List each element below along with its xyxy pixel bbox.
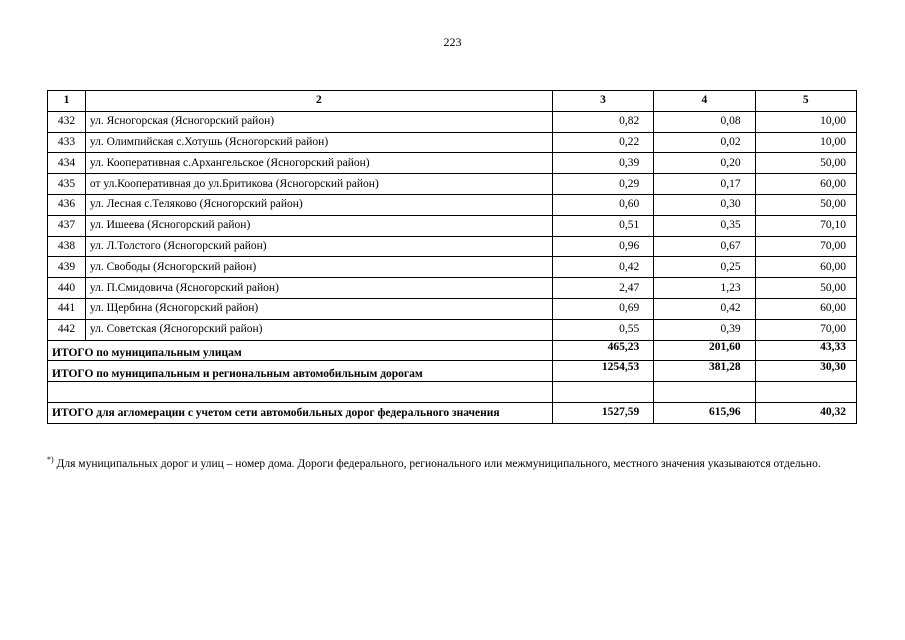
row-number: 439 [48,257,86,278]
value-col-4: 1,23 [654,278,755,299]
street-name: ул. Советская (Ясногорский район) [85,319,552,340]
value-col-4: 0,30 [654,194,755,215]
value-col-3: 0,22 [552,132,653,153]
value-col-4: 0,17 [654,174,755,195]
column-header: 2 [85,91,552,112]
row-number: 434 [48,153,86,174]
value-col-3: 0,39 [552,153,653,174]
street-name: от ул.Кооперативная до ул.Бритикова (Ясногорский район) [85,174,552,195]
total-value: 465,23 [552,340,653,361]
total-value: 30,30 [755,361,856,382]
street-name: ул. Щербина (Ясногорский район) [85,298,552,319]
value-col-5: 70,00 [755,236,856,257]
total-row-municipal-regional [48,361,857,382]
total-label: ИТОГО для агломерации с учетом сети автомобильных дорог федерального значения [48,402,553,423]
total-label: ИТОГО по муниципальным улицам [48,340,553,361]
value-col-5: 70,00 [755,319,856,340]
blank-row [48,382,857,403]
total-value: 40,32 [755,402,856,423]
value-col-4: 0,08 [654,111,755,132]
page-number: 223 [443,35,462,49]
table-row [48,111,857,132]
table-header-row [48,91,857,112]
table-row [48,132,857,153]
value-col-5: 50,00 [755,278,856,299]
total-label: ИТОГО по муниципальным и региональным автомобильным дорогам [48,361,553,382]
table-row [48,215,857,236]
value-col-3: 0,82 [552,111,653,132]
row-number: 441 [48,298,86,319]
street-name: ул. Лесная с.Теляково (Ясногорский район) [85,194,552,215]
roads-table [47,90,857,424]
value-col-3: 0,60 [552,194,653,215]
total-row-agglomeration [48,402,857,423]
row-number: 437 [48,215,86,236]
value-col-3: 0,42 [552,257,653,278]
row-number: 442 [48,319,86,340]
value-col-4: 0,67 [654,236,755,257]
blank-cell [755,382,856,403]
street-name: ул. Ясногорская (Ясногорский район) [85,111,552,132]
table-row [48,319,857,340]
row-number: 440 [48,278,86,299]
footnote-text: Для муниципальных дорог и улиц – номер дома. Дороги федерального, регионального или межмуниципального, местного значения указываются отдельно. [53,457,821,470]
row-number: 436 [48,194,86,215]
table-body [48,111,857,340]
total-value: 615,96 [654,402,755,423]
street-name: ул. Л.Толстого (Ясногорский район) [85,236,552,257]
value-col-4: 0,35 [654,215,755,236]
value-col-5: 70,10 [755,215,856,236]
street-name: ул. Свободы (Ясногорский район) [85,257,552,278]
column-header: 4 [654,91,755,112]
street-name: ул. Кооперативная с.Архангельское (Ясногорский район) [85,153,552,174]
row-number: 433 [48,132,86,153]
value-col-5: 10,00 [755,111,856,132]
value-col-3: 0,96 [552,236,653,257]
row-number: 432 [48,111,86,132]
total-value: 381,28 [654,361,755,382]
footnote-marker: *) [47,455,54,464]
value-col-3: 0,69 [552,298,653,319]
row-number: 435 [48,174,86,195]
value-col-3: 2,47 [552,278,653,299]
blank-cell [48,382,553,403]
blank-cell [552,382,653,403]
value-col-5: 60,00 [755,174,856,195]
footnote [47,452,867,472]
table-row [48,194,857,215]
value-col-3: 0,29 [552,174,653,195]
table-row [48,174,857,195]
value-col-4: 0,42 [654,298,755,319]
value-col-3: 0,51 [552,215,653,236]
street-name: ул. Олимпийская с.Хотушь (Ясногорский район) [85,132,552,153]
value-col-5: 50,00 [755,153,856,174]
total-value: 201,60 [654,340,755,361]
table-row [48,298,857,319]
column-header: 5 [755,91,856,112]
blank-cell [654,382,755,403]
value-col-4: 0,39 [654,319,755,340]
column-header: 3 [552,91,653,112]
table-row [48,257,857,278]
table-row [48,278,857,299]
value-col-4: 0,20 [654,153,755,174]
total-row-municipal-streets [48,340,857,361]
value-col-5: 60,00 [755,298,856,319]
table-row [48,236,857,257]
value-col-3: 0,55 [552,319,653,340]
street-name: ул. Ишеева (Ясногорский район) [85,215,552,236]
value-col-5: 50,00 [755,194,856,215]
value-col-4: 0,25 [654,257,755,278]
street-name: ул. П.Смидовича (Ясногорский район) [85,278,552,299]
table-row [48,153,857,174]
total-value: 43,33 [755,340,856,361]
value-col-4: 0,02 [654,132,755,153]
value-col-5: 60,00 [755,257,856,278]
column-header: 1 [48,91,86,112]
total-value: 1527,59 [552,402,653,423]
row-number: 438 [48,236,86,257]
value-col-5: 10,00 [755,132,856,153]
total-value: 1254,53 [552,361,653,382]
